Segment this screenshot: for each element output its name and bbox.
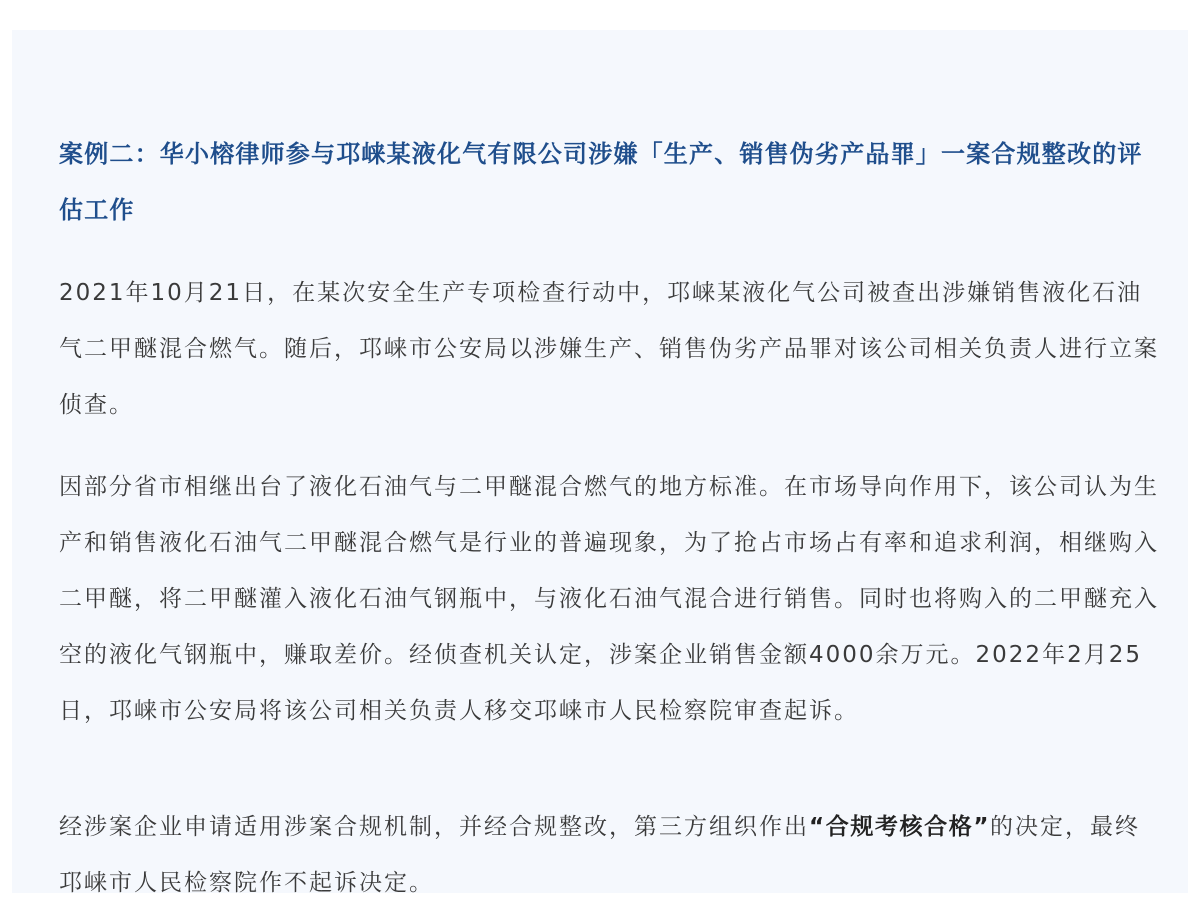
article-panel [12,30,1188,896]
paragraph-outcome [59,799,1163,911]
outcome-text-before: 经涉案企业申请适用涉案合规机制，并经合规整改，第三方组织作出 [59,814,809,840]
paragraph-investigation: 2021年10月21日，在某次安全生产专项检查行动中，邛崃某液化气公司被查出涉嫌销售液化石油气二甲醚混合燃气。随后，邛崃市公安局以涉嫌生产、销售伪劣产品罪对该公司相关负责人进行立案侦查。 [59,280,1159,418]
outcome-text-after: 的决定，最终邛崃市人民检察院作不起诉决定。 [59,814,1141,896]
outcome-highlight: “合规考核合格” [809,814,991,840]
paragraph-background: 因部分省市相继出台了液化石油气与二甲醚混合燃气的地方标准。在市场导向作用下，该公司认为生产和销售液化石油气二甲醚混合燃气是行业的普遍现象，为了抢占市场占有率和追求利润，相继购入二甲醚，将二甲醚灌入液化石油气钢瓶中，与液化石油气混合进行销售。同时也将购入的二甲醚充入空的液化气钢瓶中，赚取差价。经侦查机关认定，涉案企业销售金额4000余万元。2022年2月25日，邛崃市公安局将该公司相关负责人移交邛崃市人民检察院审查起诉。 [59,474,1159,724]
case-heading: 案例二：华小榕律师参与邛崃某液化气有限公司涉嫌「生产、销售伪劣产品罪」一案合规整改的评估工作 [59,140,1143,224]
